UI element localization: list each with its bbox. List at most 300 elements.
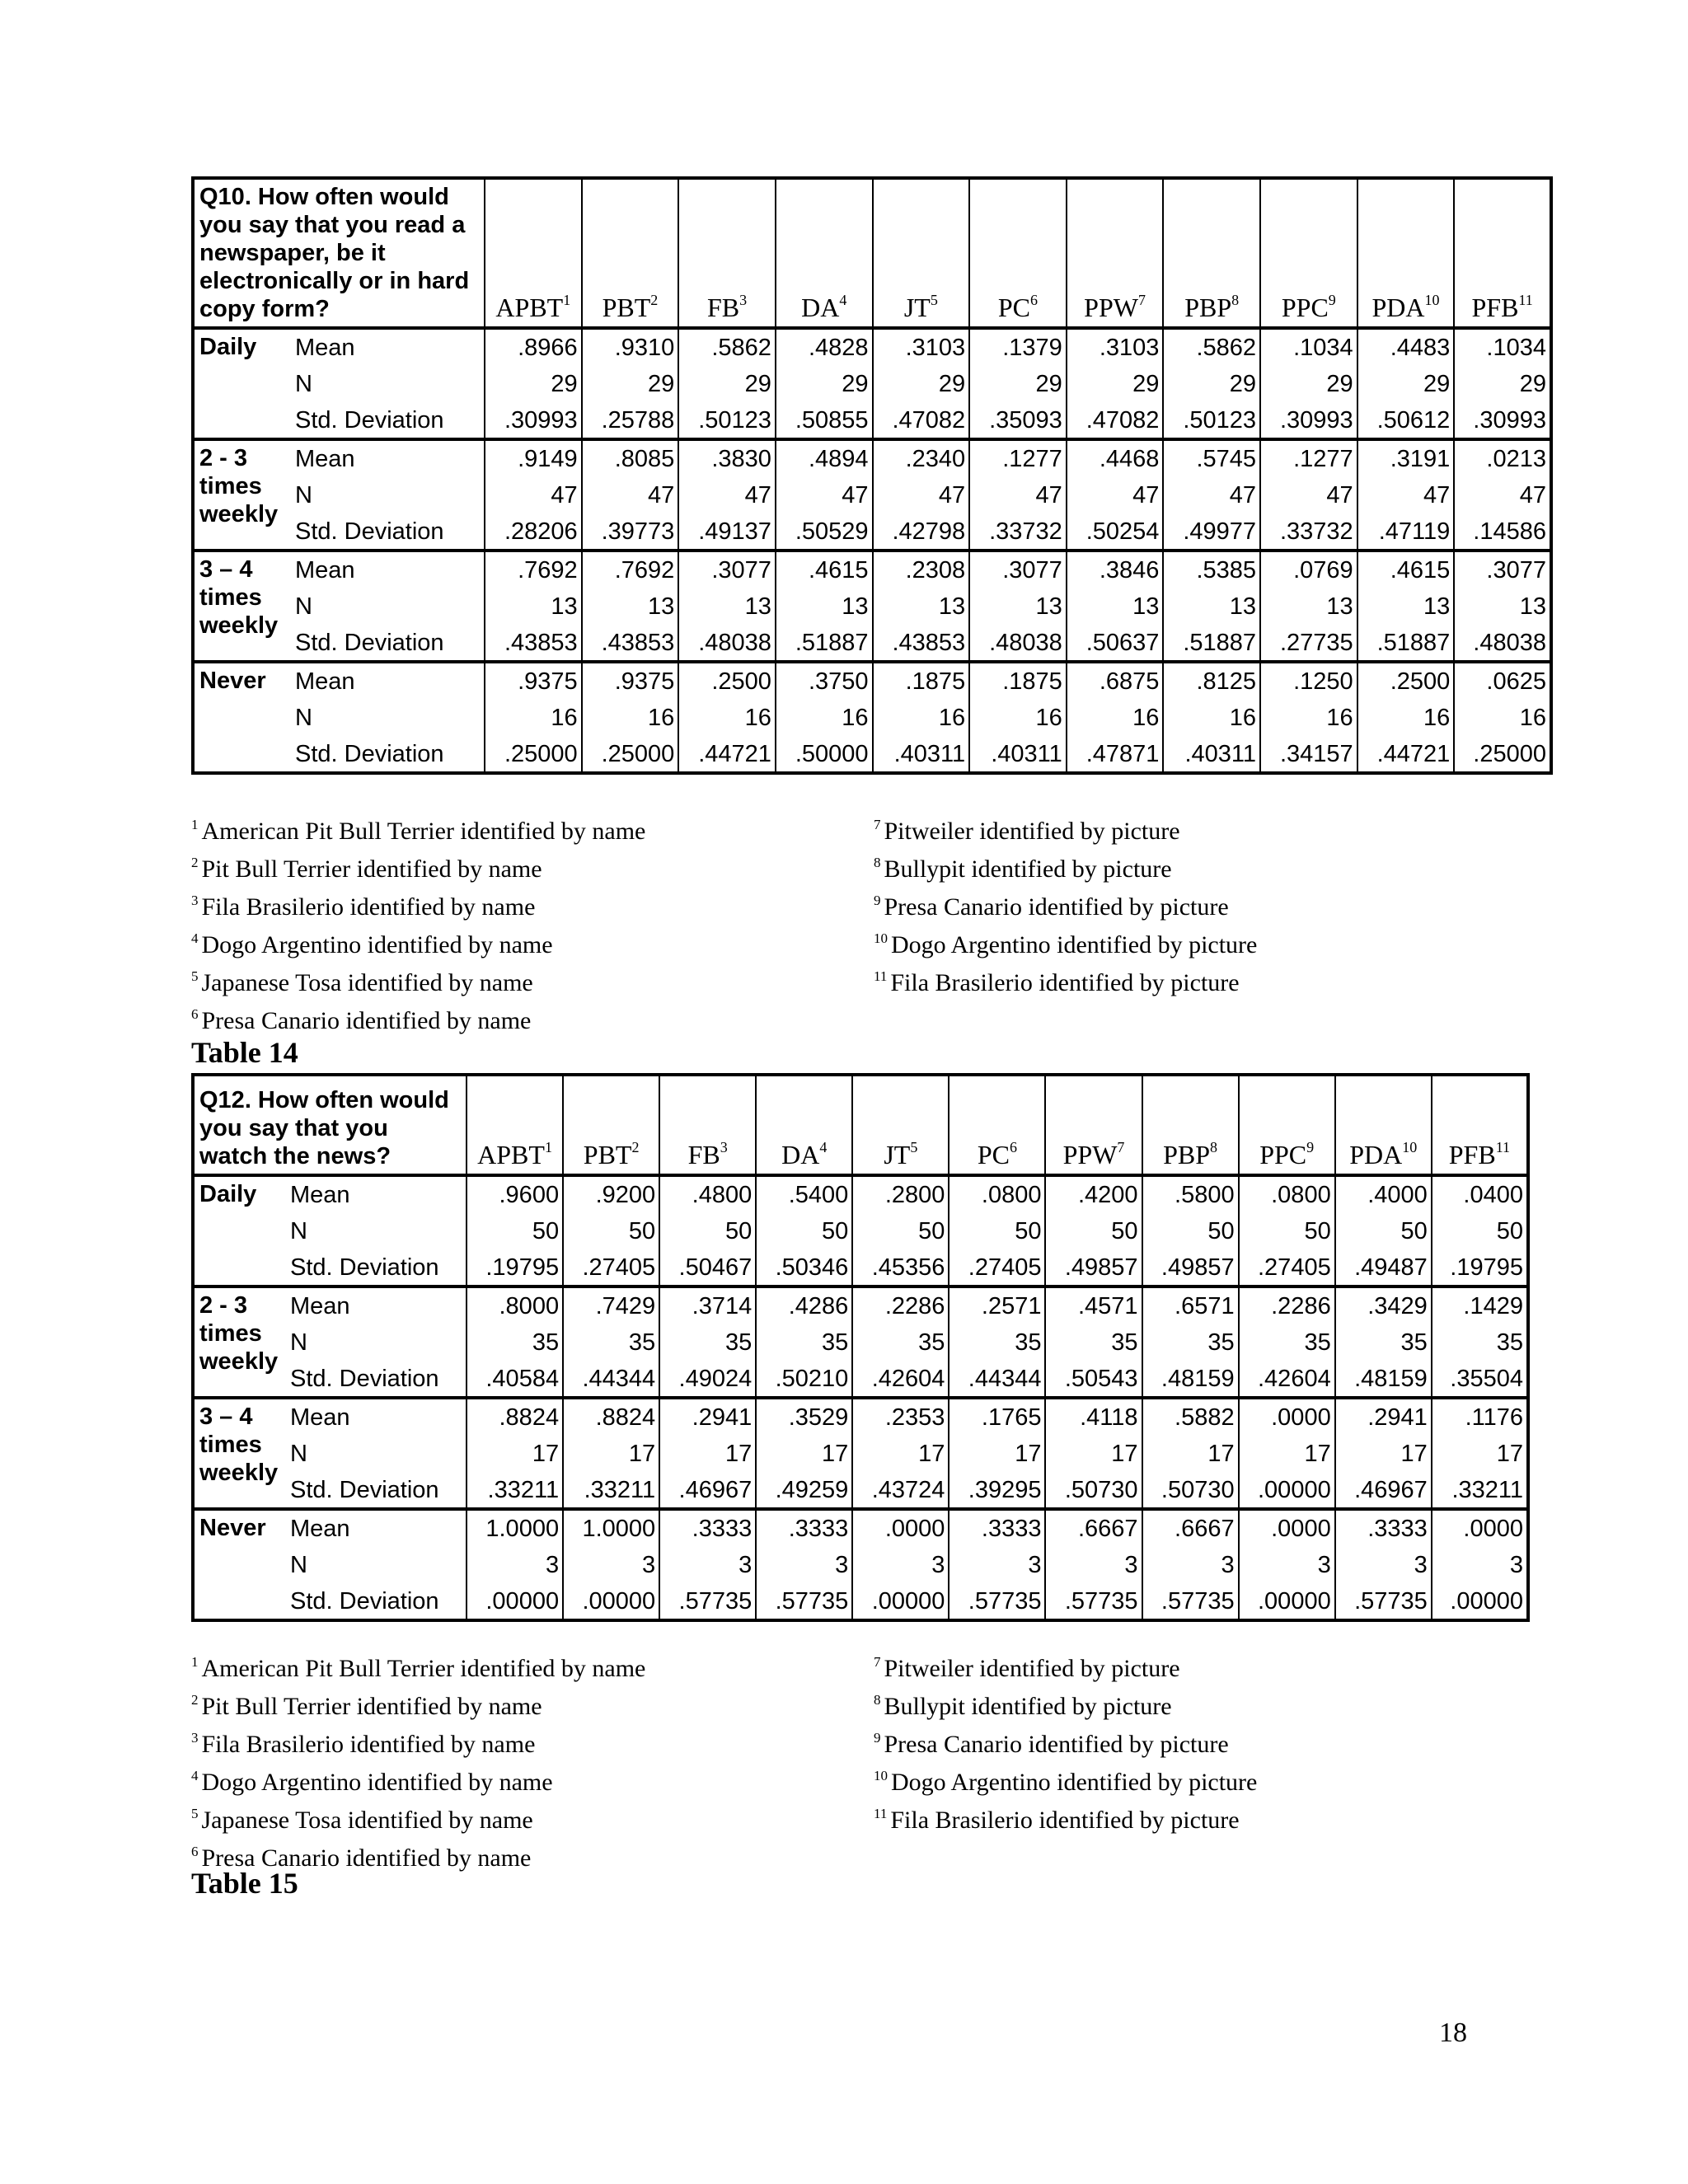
row-group [193, 1286, 1528, 1398]
cell-value: .1034 [1260, 328, 1357, 365]
cell-value: 13 [1260, 588, 1357, 625]
cell-value: .00000 [852, 1583, 949, 1620]
cell-value: .50730 [1142, 1472, 1239, 1509]
cell-value: .4483 [1357, 328, 1455, 365]
cell-value: .3333 [949, 1509, 1045, 1546]
table-row [193, 402, 1551, 439]
cell-value: .4468 [1067, 439, 1164, 476]
cell-value: .30993 [1260, 402, 1357, 439]
group-label: 2 - 3 times weekly [199, 1292, 279, 1375]
table-row [193, 365, 1551, 402]
statistic-label: Std. Deviation [290, 402, 485, 439]
cell-value: 35 [1432, 1324, 1528, 1361]
footnote: $^7$ Pitweiler identified by picture [874, 817, 1180, 845]
column-header-pfb: PFB$^{11}$ [1454, 178, 1551, 328]
column-header-pda: PDA$^{10}$ [1357, 178, 1455, 328]
cell-value: .19795 [467, 1249, 563, 1286]
question-header: Q10. How often would you say that you read a newspaper, be it electronically or in hard copy form? [193, 178, 485, 328]
cell-value: .27735 [1260, 625, 1357, 662]
table-row [193, 1249, 1528, 1286]
column-header-ppc: PPC$^9$ [1260, 178, 1357, 328]
cell-value: .50637 [1067, 625, 1164, 662]
cell-value: 17 [467, 1435, 563, 1472]
row-group [193, 551, 1551, 662]
cell-value: .2800 [852, 1175, 949, 1212]
cell-value: .2500 [678, 662, 776, 699]
cell-value: 50 [1335, 1212, 1432, 1249]
table-row [193, 1212, 1528, 1249]
column-header-pda: PDA$^{10}$ [1335, 1075, 1432, 1175]
cell-value: .9375 [485, 662, 582, 699]
cell-value: .33732 [969, 513, 1067, 551]
group-label: 3 – 4 times weekly [199, 1404, 279, 1486]
cell-value: .33211 [467, 1472, 563, 1509]
statistic-label: Mean [290, 662, 485, 699]
cell-value: 35 [1045, 1324, 1142, 1361]
cell-value: .35093 [969, 402, 1067, 439]
cell-value: .48038 [969, 625, 1067, 662]
cell-value: .42604 [1239, 1361, 1335, 1398]
cell-value: .0800 [1239, 1175, 1335, 1212]
table-row [193, 1398, 1528, 1435]
cell-value: .2941 [659, 1398, 756, 1435]
cell-value: 13 [1454, 588, 1551, 625]
cell-value: 47 [1163, 476, 1260, 513]
cell-value: .43853 [873, 625, 970, 662]
cell-value: .50123 [1163, 402, 1260, 439]
cell-value: 16 [1357, 699, 1455, 736]
cell-value: 17 [949, 1435, 1045, 1472]
table-row [193, 1361, 1528, 1398]
footnote: $^2$ Pit Bull Terrier identified by name [191, 855, 542, 883]
cell-value: .51887 [1357, 625, 1455, 662]
cell-value: 17 [563, 1435, 659, 1472]
cell-value: .44344 [563, 1361, 659, 1398]
cell-value: 13 [1357, 588, 1455, 625]
cell-value: 3 [1142, 1546, 1239, 1583]
cell-value: 3 [563, 1546, 659, 1583]
cell-value: .50730 [1045, 1472, 1142, 1509]
group-label: 3 – 4 times weekly [199, 556, 279, 639]
cell-value: .4894 [776, 439, 873, 476]
cell-value: 47 [1357, 476, 1455, 513]
table-row [193, 625, 1551, 662]
cell-value: .14586 [1454, 513, 1551, 551]
cell-value: 16 [678, 699, 776, 736]
cell-value: .00000 [563, 1583, 659, 1620]
cell-value: 16 [1163, 699, 1260, 736]
cell-value: .5862 [678, 328, 776, 365]
cell-value: .5400 [756, 1175, 852, 1212]
cell-value: 17 [659, 1435, 756, 1472]
cell-value: .7692 [582, 551, 679, 588]
cell-value: .43853 [485, 625, 582, 662]
cell-value: .00000 [1432, 1583, 1528, 1620]
cell-value: 17 [1142, 1435, 1239, 1472]
cell-value: .49857 [1045, 1249, 1142, 1286]
statistic-label: Mean [290, 328, 485, 365]
footnote: $^{11}$ Fila Brasilerio identified by picture [874, 968, 1240, 996]
footnote: $^{11}$ Fila Brasilerio identified by picture [874, 1806, 1240, 1834]
cell-value: .48159 [1142, 1361, 1239, 1398]
footnote: $^6$ Presa Canario identified by name [191, 1844, 532, 1872]
statistic-label: Mean [285, 1398, 467, 1435]
cell-value: .4118 [1045, 1398, 1142, 1435]
cell-value: .27405 [1239, 1249, 1335, 1286]
footnote: $^6$ Presa Canario identified by name [191, 1006, 532, 1034]
cell-value: .6875 [1067, 662, 1164, 699]
cell-value: 47 [1454, 476, 1551, 513]
footnote: $^9$ Presa Canario identified by picture [874, 893, 1229, 921]
column-header-pbp: PBP$^8$ [1163, 178, 1260, 328]
column-header-ppc: PPC$^9$ [1239, 1075, 1335, 1175]
cell-value: .39295 [949, 1472, 1045, 1509]
cell-value: 17 [1335, 1435, 1432, 1472]
cell-value: .3429 [1335, 1286, 1432, 1324]
cell-value: 3 [1239, 1546, 1335, 1583]
table-row [193, 439, 1551, 476]
statistic-label: Std. Deviation [290, 625, 485, 662]
cell-value: .44721 [1357, 736, 1455, 773]
group-label: Daily [199, 1181, 257, 1207]
cell-value: .19795 [1432, 1249, 1528, 1286]
cell-value: .49487 [1335, 1249, 1432, 1286]
cell-value: 47 [1260, 476, 1357, 513]
cell-value: .1277 [1260, 439, 1357, 476]
cell-value: .42798 [873, 513, 970, 551]
statistic-label: N [285, 1212, 467, 1249]
cell-value: .8085 [582, 439, 679, 476]
cell-value: .3103 [873, 328, 970, 365]
cell-value: 50 [563, 1212, 659, 1249]
cell-value: .2571 [949, 1286, 1045, 1324]
footnote: $^2$ Pit Bull Terrier identified by name [191, 1692, 542, 1720]
table-row [193, 476, 1551, 513]
cell-value: .0213 [1454, 439, 1551, 476]
cell-value: .44344 [949, 1361, 1045, 1398]
group-label: Never [199, 668, 266, 694]
cell-value: 1.0000 [563, 1509, 659, 1546]
cell-value: 16 [485, 699, 582, 736]
cell-value: .48159 [1335, 1361, 1432, 1398]
table-row [193, 328, 1551, 365]
column-header-pbt: PBT$^2$ [582, 178, 679, 328]
table-row [193, 1435, 1528, 1472]
row-group [193, 439, 1551, 551]
cell-value: 16 [1260, 699, 1357, 736]
row-group [193, 1175, 1528, 1286]
cell-value: .6667 [1142, 1509, 1239, 1546]
statistic-label: Mean [290, 551, 485, 588]
cell-value: .47119 [1357, 513, 1455, 551]
cell-value: .30993 [485, 402, 582, 439]
cell-value: 35 [1142, 1324, 1239, 1361]
footnote: $^{10}$ Dogo Argentino identified by picture [874, 1768, 1258, 1796]
cell-value: 50 [852, 1212, 949, 1249]
statistic-label: Std. Deviation [290, 736, 485, 773]
cell-value: .9375 [582, 662, 679, 699]
footnote: $^5$ Japanese Tosa identified by name [191, 1806, 533, 1834]
column-header-jt: $JT^5$ [852, 1075, 949, 1175]
statistic-label: N [290, 365, 485, 402]
group-label: 2 - 3 times weekly [199, 445, 279, 527]
column-header-fb: $FB^3$ [678, 178, 776, 328]
cell-value: .7429 [563, 1286, 659, 1324]
cell-value: 3 [949, 1546, 1045, 1583]
cell-value: .4286 [756, 1286, 852, 1324]
cell-value: .0769 [1260, 551, 1357, 588]
cell-value: .28206 [485, 513, 582, 551]
column-header-apbt: APBT$^1$ [485, 178, 582, 328]
cell-value: .5745 [1163, 439, 1260, 476]
cell-value: 13 [776, 588, 873, 625]
cell-value: .49024 [659, 1361, 756, 1398]
column-header-pbp: PBP$^8$ [1142, 1075, 1239, 1175]
cell-value: .0000 [1239, 1509, 1335, 1546]
cell-value: 13 [485, 588, 582, 625]
cell-value: .35504 [1432, 1361, 1528, 1398]
cell-value: .48038 [678, 625, 776, 662]
cell-value: .7692 [485, 551, 582, 588]
cell-value: .43853 [582, 625, 679, 662]
footnote: $^9$ Presa Canario identified by picture [874, 1730, 1229, 1758]
cell-value: 35 [1239, 1324, 1335, 1361]
table-row [193, 699, 1551, 736]
cell-value: .57735 [756, 1583, 852, 1620]
cell-value: .45356 [852, 1249, 949, 1286]
cell-value: 35 [852, 1324, 949, 1361]
news-watching-table [191, 1073, 1530, 1622]
cell-value: .43724 [852, 1472, 949, 1509]
cell-value: .40311 [873, 736, 970, 773]
table-row [193, 736, 1551, 773]
statistic-label: Std. Deviation [285, 1472, 467, 1509]
row-group [193, 662, 1551, 773]
cell-value: .9600 [467, 1175, 563, 1212]
cell-value: .6571 [1142, 1286, 1239, 1324]
row-group [193, 1398, 1528, 1509]
question-header: Q12. How often would you say that you watch the news? [193, 1075, 467, 1175]
cell-value: 16 [1067, 699, 1164, 736]
table-row [193, 1583, 1528, 1620]
cell-value: .34157 [1260, 736, 1357, 773]
column-header-da: $DA^4$ [776, 178, 873, 328]
cell-value: .57735 [1335, 1583, 1432, 1620]
cell-value: .2286 [1239, 1286, 1335, 1324]
cell-value: .2500 [1357, 662, 1455, 699]
cell-value: 16 [776, 699, 873, 736]
cell-value: .1875 [969, 662, 1067, 699]
statistic-label: Mean [285, 1509, 467, 1546]
cell-value: 50 [1432, 1212, 1528, 1249]
cell-value: .0800 [949, 1175, 1045, 1212]
cell-value: .3830 [678, 439, 776, 476]
cell-value: 50 [659, 1212, 756, 1249]
table-caption: Table 14 [191, 1036, 298, 1069]
cell-value: 3 [1432, 1546, 1528, 1583]
cell-value: .33211 [1432, 1472, 1528, 1509]
cell-value: 29 [873, 365, 970, 402]
cell-value: 3 [756, 1546, 852, 1583]
cell-value: .2941 [1335, 1398, 1432, 1435]
cell-value: .47082 [873, 402, 970, 439]
cell-value: .1765 [949, 1398, 1045, 1435]
cell-value: .27405 [949, 1249, 1045, 1286]
cell-value: .3714 [659, 1286, 756, 1324]
cell-value: 16 [873, 699, 970, 736]
cell-value: 13 [969, 588, 1067, 625]
cell-value: .57735 [659, 1583, 756, 1620]
row-group [193, 328, 1551, 439]
cell-value: .49857 [1142, 1249, 1239, 1286]
cell-value: 29 [969, 365, 1067, 402]
cell-value: .3750 [776, 662, 873, 699]
cell-value: .9149 [485, 439, 582, 476]
cell-value: .50346 [756, 1249, 852, 1286]
cell-value: .50529 [776, 513, 873, 551]
cell-value: .46967 [659, 1472, 756, 1509]
cell-value: .5862 [1163, 328, 1260, 365]
table-caption: Table 15 [191, 1867, 298, 1900]
statistic-label: Std. Deviation [285, 1583, 467, 1620]
newspaper-reading-table [191, 176, 1553, 775]
cell-value: 17 [1045, 1435, 1142, 1472]
cell-value: .1875 [873, 662, 970, 699]
cell-value: .00000 [1239, 1583, 1335, 1620]
footnote: $^4$ Dogo Argentino identified by name [191, 1768, 553, 1796]
cell-value: .51887 [1163, 625, 1260, 662]
cell-value: .39773 [582, 513, 679, 551]
page-number: 18 [1439, 2018, 1467, 2048]
cell-value: 29 [1454, 365, 1551, 402]
cell-value: 29 [485, 365, 582, 402]
cell-value: .8966 [485, 328, 582, 365]
cell-value: .3077 [1454, 551, 1551, 588]
footnote: $^{10}$ Dogo Argentino identified by picture [874, 930, 1258, 958]
column-header-pc: $PC^6$ [949, 1075, 1045, 1175]
cell-value: .2353 [852, 1398, 949, 1435]
column-header-ppw: PPW$^7$ [1045, 1075, 1142, 1175]
cell-value: 35 [467, 1324, 563, 1361]
cell-value: .3846 [1067, 551, 1164, 588]
cell-value: .57735 [1045, 1583, 1142, 1620]
cell-value: .8824 [467, 1398, 563, 1435]
cell-value: .50123 [678, 402, 776, 439]
cell-value: .00000 [1239, 1472, 1335, 1509]
cell-value: .50612 [1357, 402, 1455, 439]
cell-value: 47 [485, 476, 582, 513]
table-row [193, 513, 1551, 551]
cell-value: .47871 [1067, 736, 1164, 773]
cell-value: .1250 [1260, 662, 1357, 699]
cell-value: .9310 [582, 328, 679, 365]
cell-value: .0000 [852, 1509, 949, 1546]
cell-value: .1277 [969, 439, 1067, 476]
cell-value: .40584 [467, 1361, 563, 1398]
cell-value: .50000 [776, 736, 873, 773]
cell-value: 17 [756, 1435, 852, 1472]
cell-value: 50 [1142, 1212, 1239, 1249]
cell-value: 50 [1045, 1212, 1142, 1249]
cell-value: .8824 [563, 1398, 659, 1435]
cell-value: 16 [1454, 699, 1551, 736]
cell-value: 29 [1260, 365, 1357, 402]
table-row [193, 1509, 1528, 1546]
table-row [193, 551, 1551, 588]
cell-value: 47 [1067, 476, 1164, 513]
cell-value: .4800 [659, 1175, 756, 1212]
cell-value: .4200 [1045, 1175, 1142, 1212]
cell-value: .40311 [1163, 736, 1260, 773]
cell-value: 35 [756, 1324, 852, 1361]
footnote: $^5$ Japanese Tosa identified by name [191, 968, 533, 996]
column-header-da: $DA^4$ [756, 1075, 852, 1175]
cell-value: 16 [582, 699, 679, 736]
cell-value: .51887 [776, 625, 873, 662]
cell-value: .5882 [1142, 1398, 1239, 1435]
cell-value: .27405 [563, 1249, 659, 1286]
statistic-label: Mean [285, 1175, 467, 1212]
cell-value: .3077 [678, 551, 776, 588]
cell-value: .5800 [1142, 1175, 1239, 1212]
cell-value: .1034 [1454, 328, 1551, 365]
cell-value: .8125 [1163, 662, 1260, 699]
cell-value: 3 [659, 1546, 756, 1583]
group-label: Never [199, 1515, 266, 1541]
statistic-label: Mean [290, 439, 485, 476]
cell-value: .3529 [756, 1398, 852, 1435]
cell-value: .4000 [1335, 1175, 1432, 1212]
cell-value: .2340 [873, 439, 970, 476]
column-header-apbt: APBT$^1$ [467, 1075, 563, 1175]
cell-value: .3333 [756, 1509, 852, 1546]
cell-value: .6667 [1045, 1509, 1142, 1546]
footnote: $^1$ American Pit Bull Terrier identified by name [191, 817, 646, 845]
cell-value: .1429 [1432, 1286, 1528, 1324]
cell-value: .25788 [582, 402, 679, 439]
cell-value: .49259 [756, 1472, 852, 1509]
table-row [193, 588, 1551, 625]
statistic-label: N [290, 699, 485, 736]
cell-value: 13 [1067, 588, 1164, 625]
cell-value: .3333 [1335, 1509, 1432, 1546]
cell-value: 29 [1163, 365, 1260, 402]
footnotes-left [191, 1647, 645, 1874]
cell-value: .47082 [1067, 402, 1164, 439]
cell-value: 1.0000 [467, 1509, 563, 1546]
footnotes-right [874, 809, 1257, 999]
column-header-pc: $PC^6$ [969, 178, 1067, 328]
footnote: $^3$ Fila Brasilerio identified by name [191, 1730, 536, 1758]
cell-value: 50 [467, 1212, 563, 1249]
statistic-label: Std. Deviation [285, 1249, 467, 1286]
cell-value: .3077 [969, 551, 1067, 588]
cell-value: 35 [1335, 1324, 1432, 1361]
footnotes-right [874, 1647, 1257, 1836]
cell-value: 3 [852, 1546, 949, 1583]
cell-value: .50467 [659, 1249, 756, 1286]
cell-value: .8000 [467, 1286, 563, 1324]
cell-value: 17 [1239, 1435, 1335, 1472]
cell-value: 47 [969, 476, 1067, 513]
cell-value: 47 [873, 476, 970, 513]
statistic-label: N [290, 476, 485, 513]
column-header-pfb: PFB$^{11}$ [1432, 1075, 1528, 1175]
cell-value: .48038 [1454, 625, 1551, 662]
cell-value: .0000 [1239, 1398, 1335, 1435]
cell-value: .2286 [852, 1286, 949, 1324]
cell-value: 13 [1163, 588, 1260, 625]
